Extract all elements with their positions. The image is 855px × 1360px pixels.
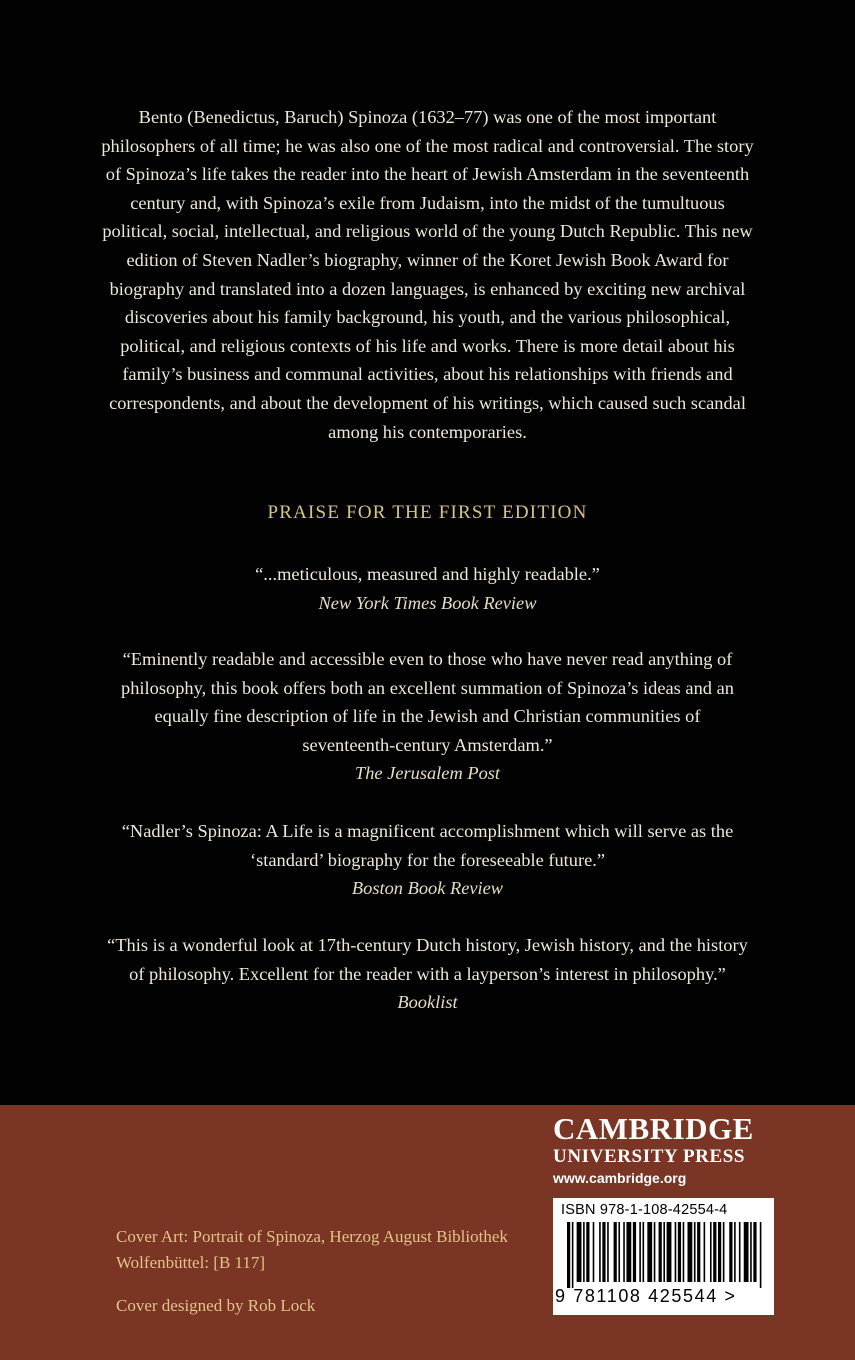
barcode-bar: [602, 1222, 605, 1282]
barcode-bar: [577, 1222, 582, 1282]
review-quote: “Eminently readable and accessible even to those who have never read anything of philosophy, this book offers both an excellent summation of Spinoza’s ideas and an equally fine description of life in the Jewish and Christian communities of seventeenth-century Amsterdam.”: [121, 649, 734, 755]
barcode-bar: [643, 1222, 645, 1282]
barcode-bar: [710, 1222, 712, 1282]
barcode-bar: [678, 1222, 681, 1282]
publisher-url: www.cambridge.org: [553, 1170, 687, 1186]
barcode-bar: [583, 1222, 585, 1282]
barcode-bar: [750, 1222, 752, 1282]
barcode-bar: [572, 1222, 574, 1288]
barcode-bar: [599, 1222, 601, 1282]
review-quote: “Nadler’s Spinoza: A Life is a magnificent accomplishment which will serve as the ‘standard’ biography for the foreseeable future.”: [121, 821, 734, 870]
review-source: New York Times Book Review: [318, 592, 537, 613]
cover-designer-credit: Cover designed by Rob Lock: [116, 1296, 316, 1315]
barcode-bar: [567, 1222, 570, 1288]
praise-heading: PRAISE FOR THE FIRST EDITION: [267, 502, 588, 523]
barcode-bars: [567, 1222, 763, 1288]
barcode-bar: [753, 1222, 756, 1282]
publisher-subtitle: UNIVERSITY PRESS: [553, 1146, 746, 1167]
barcode-bar: [623, 1222, 625, 1282]
barcode-bar: [647, 1222, 652, 1282]
publisher-name: CAMBRIDGE: [553, 1111, 754, 1146]
barcode-bar: [614, 1222, 617, 1282]
publisher-logo: [553, 1112, 783, 1188]
barcode-bar: [667, 1222, 672, 1282]
cover-art-line: Cover Art: Portrait of Spinoza, Herzog August Bibliothek: [116, 1227, 508, 1246]
barcode-bar: [697, 1222, 700, 1282]
cover-art-line: Wolfenbüttel: [B 117]: [116, 1253, 266, 1272]
barcode-bar: [739, 1222, 741, 1282]
barcode-bar: [729, 1222, 732, 1282]
barcode-bar: [586, 1222, 589, 1282]
barcode-bar: [593, 1222, 595, 1282]
review-source: The Jerusalem Post: [354, 763, 501, 784]
barcode-bar: [760, 1222, 762, 1288]
isbn-label: ISBN 978-1-108-42554-4: [561, 1202, 728, 1218]
barcode-digits: 9 781108 425544 >: [555, 1286, 737, 1306]
barcode-bar: [663, 1222, 665, 1282]
barcode-bar: [734, 1222, 736, 1282]
review-booklist: [100, 931, 755, 1017]
barcode-bar: [683, 1222, 685, 1282]
barcode-bar: [618, 1222, 620, 1282]
barcode-bar: [654, 1222, 656, 1282]
barcode-bar: [675, 1222, 677, 1282]
review-quote: “...meticulous, measured and highly readable.”: [255, 564, 600, 584]
review-boston-book-review: [95, 817, 760, 903]
review-jerusalem-post: [120, 645, 735, 788]
barcode-bar: [639, 1222, 641, 1282]
review-quote: “This is a wonderful look at 17th-century Dutch history, Jewish history, and the history of philosophy. Excellent for the reader with a layperson’s interest in philosophy.”: [107, 935, 748, 984]
barcode-bar: [718, 1222, 721, 1282]
barcode-bar: [633, 1222, 636, 1282]
review-source: Booklist: [397, 992, 458, 1013]
isbn-barcode: [553, 1198, 774, 1315]
barcode-bar: [713, 1222, 716, 1282]
review-source: Boston Book Review: [351, 878, 504, 899]
book-description: Bento (Benedictus, Baruch) Spinoza (1632–77) was one of the most important philosophers of all time; he was also one of the most radical and controversial. The story of Spinoza’s life takes the reader into the heart of Jewish Amsterdam in the seventeenth century and, with Spinoza’s exile from Judaism, into the midst of the tumultuous political, social, intellectual, and religious world of the young Dutch Republic. This new edition of Steven Nadler’s biography, winner of the Koret Jewish Book Award for biography and translated into a dozen languages, is enhanced by exciting new archival discoveries about his family background, his youth, and the various philosophical, political, and religious contexts of his life and works. There is more detail about his family’s business and communal activities, about his relationships with friends and correspondents, and about the development of his writings, which caused such scandal among his contemporaries.: [101, 107, 754, 442]
barcode-bar: [687, 1222, 692, 1282]
barcode-bar: [659, 1222, 662, 1282]
barcode-bar: [607, 1222, 609, 1282]
cover-art-credit: [116, 1224, 556, 1276]
barcode-bar: [744, 1222, 749, 1282]
barcode-bar: [694, 1222, 696, 1282]
barcode-bar: [723, 1222, 725, 1282]
barcode-bar: [626, 1222, 631, 1282]
barcode-bar: [704, 1222, 706, 1282]
review-nyt: [95, 560, 760, 617]
